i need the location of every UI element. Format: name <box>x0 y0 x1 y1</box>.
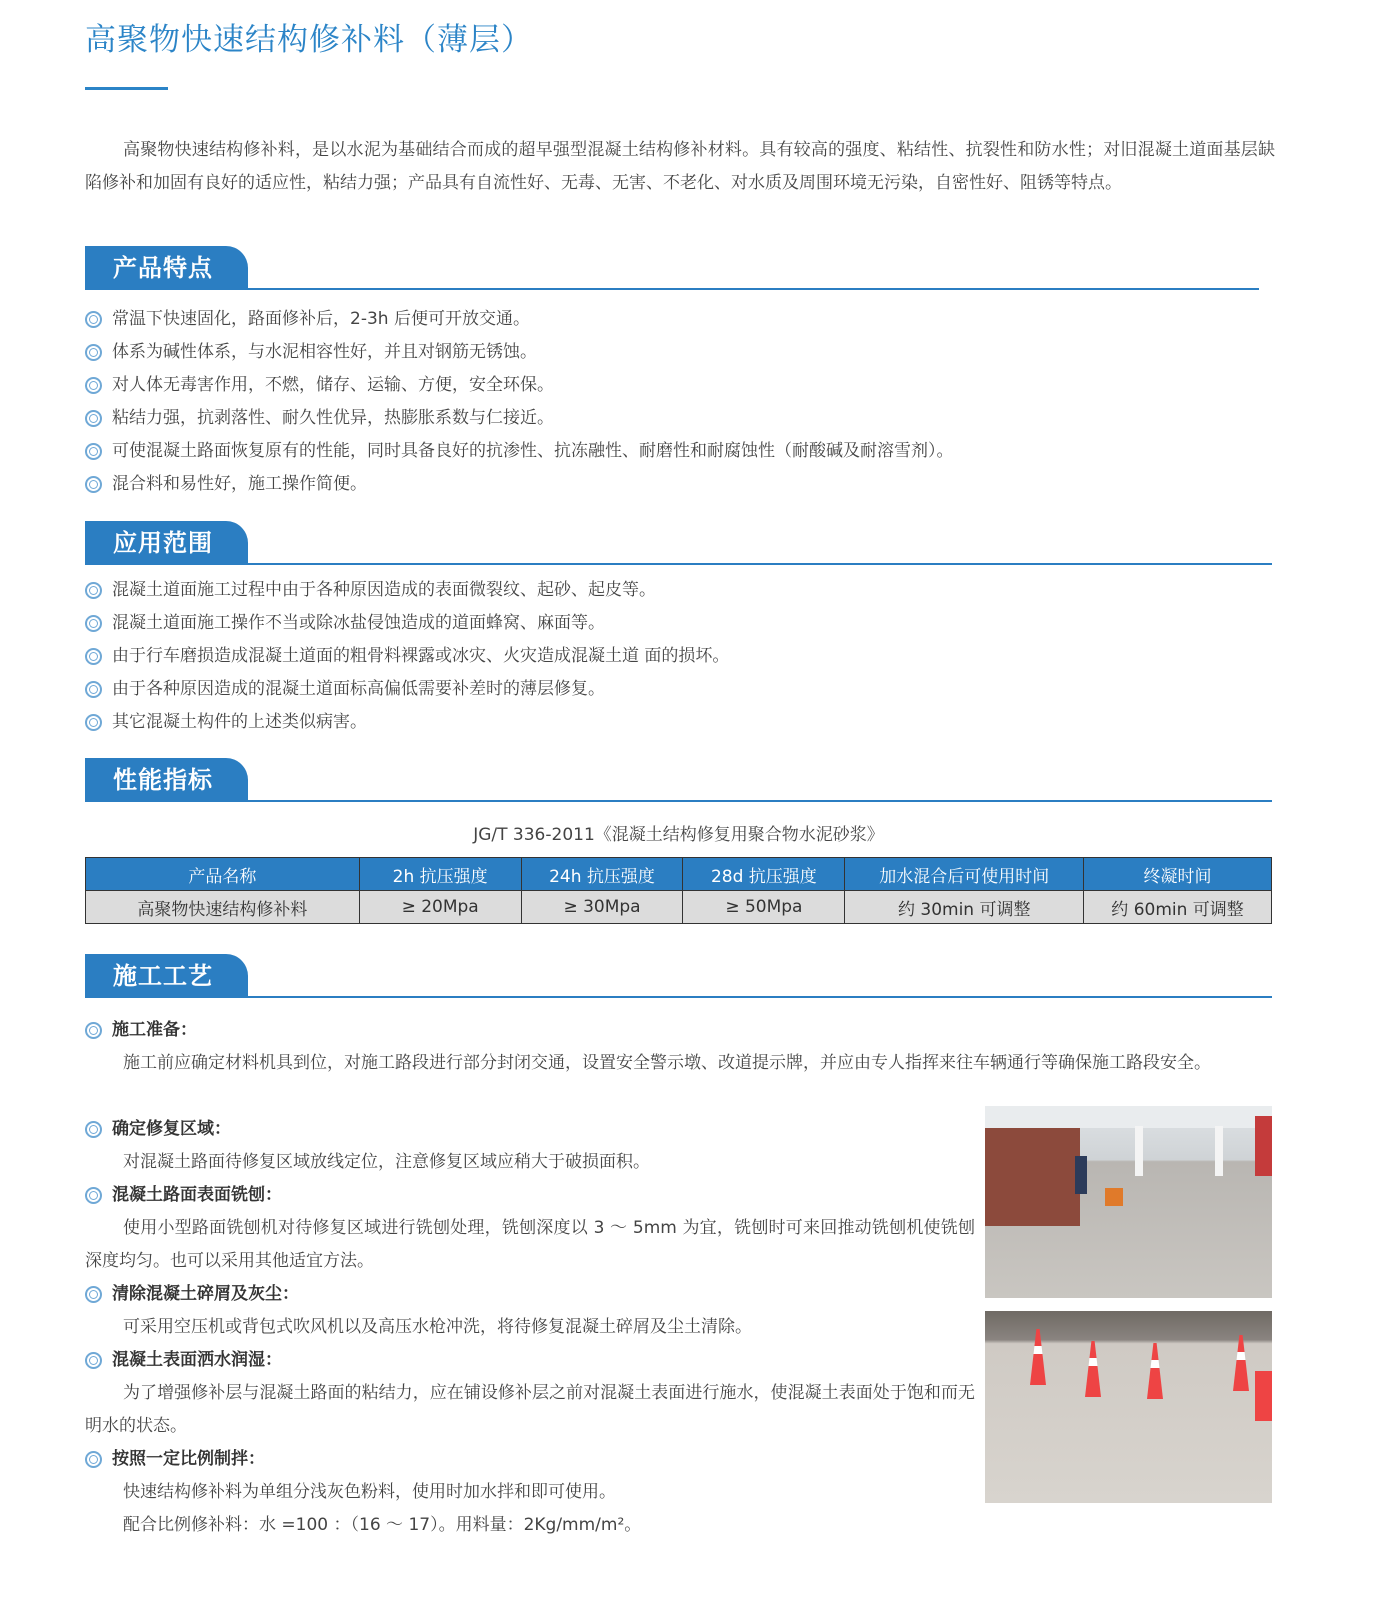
table-caption: JG/T 336-2011《混凝土结构修复用聚合物水泥砂浆》 <box>473 825 884 845</box>
bullet-circle-icon <box>85 1022 102 1039</box>
table-header: 产品名称 <box>86 858 360 891</box>
features-list <box>85 303 954 501</box>
bullet-circle-icon <box>85 1121 102 1138</box>
list-item <box>85 303 954 336</box>
step-title: 按照一定比例制拌： <box>112 1449 265 1469</box>
list-item-text: 对人体无毒害作用，不燃，储存、运输、方便，安全环保。 <box>112 375 554 395</box>
bullet-circle-icon <box>85 476 102 493</box>
list-item-text: 由于各种原因造成的混凝土道面标高偏低需要补差时的薄层修复。 <box>112 679 605 699</box>
step-title: 清除混凝土碎屑及灰尘： <box>112 1284 299 1304</box>
process-step <box>85 1344 975 1443</box>
bullet-circle-icon <box>85 648 102 665</box>
bullet-circle-icon <box>85 377 102 394</box>
table-cell: ≥ 20Mpa <box>359 891 521 924</box>
process-step <box>85 1113 975 1179</box>
list-item <box>85 673 729 706</box>
bullet-circle-icon <box>85 615 102 632</box>
table-header: 28d 抗压强度 <box>683 858 845 891</box>
process-step <box>85 1179 975 1278</box>
step-text: 对混凝土路面待修复区域放线定位，注意修复区域应稍大于破损面积。 <box>123 1152 650 1172</box>
list-item-text: 粘结力强，抗剥落性、耐久性优异，热膨胀系数与仁接近。 <box>112 408 554 428</box>
list-item-text: 其它混凝土构件的上述类似病害。 <box>112 712 367 732</box>
list-item <box>85 640 729 673</box>
performance-table <box>85 857 1272 924</box>
table-header: 24h 抗压强度 <box>521 858 683 891</box>
step-text: 使用小型路面铣刨机对待修复区域进行铣刨处理，铣刨深度以 3 ～ 5mm 为宜，铣刨时可来回推动铣刨机使铣刨深度均匀。也可以采用其他适宜方法。 <box>85 1218 975 1271</box>
list-item-text: 混合料和易性好，施工操作简便。 <box>112 474 367 494</box>
bullet-circle-icon <box>85 714 102 731</box>
section-heading: 性能指标 <box>85 758 248 802</box>
table-header: 加水混合后可使用时间 <box>845 858 1084 891</box>
step-title: 混凝土路面表面铣刨： <box>112 1185 282 1205</box>
bullet-circle-icon <box>85 344 102 361</box>
list-item-text: 混凝土道面施工操作不当或除冰盐侵蚀造成的道面蜂窝、麻面等。 <box>112 613 605 633</box>
step-title: 混凝土表面洒水润湿： <box>112 1350 282 1370</box>
section-scope <box>85 521 1272 565</box>
list-item-text: 由于行车磨损造成混凝土道面的粗骨料裸露或冰灾、火灾造成混凝土道 面的损坏。 <box>112 646 730 666</box>
bullet-circle-icon <box>85 410 102 427</box>
table-header: 终凝时间 <box>1084 858 1272 891</box>
construction-photo-2 <box>985 1311 1272 1503</box>
table-cell: 约 30min 可调整 <box>845 891 1084 924</box>
table-cell: ≥ 30Mpa <box>521 891 683 924</box>
table-cell: ≥ 50Mpa <box>683 891 845 924</box>
step-text: 可采用空压机或背包式吹风机以及高压水枪冲洗，将待修复混凝土碎屑及尘土清除。 <box>123 1317 752 1337</box>
list-item <box>85 574 729 607</box>
table-cell: 高聚物快速结构修补料 <box>86 891 360 924</box>
table-header: 2h 抗压强度 <box>359 858 521 891</box>
list-item-text: 体系为碱性体系，与水泥相容性好，并且对钢筋无锈蚀。 <box>112 342 537 362</box>
bullet-circle-icon <box>85 582 102 599</box>
bullet-circle-icon <box>85 311 102 328</box>
section-heading: 应用范围 <box>85 521 248 565</box>
step-text: 快速结构修补料为单组分浅灰色粉料，使用时加水拌和即可使用。 <box>123 1482 616 1502</box>
bullet-circle-icon <box>85 1187 102 1204</box>
process-step <box>85 1278 975 1344</box>
bullet-circle-icon <box>85 1451 102 1468</box>
list-item <box>85 336 954 369</box>
step-text: 配合比例修补料：水 =100 ：（16 ～ 17）。用料量：2Kg/mm/m²。 <box>123 1515 642 1535</box>
section-heading: 产品特点 <box>85 246 248 290</box>
bullet-circle-icon <box>85 1352 102 1369</box>
list-item-text: 混凝土道面施工过程中由于各种原因造成的表面微裂纹、起砂、起皮等。 <box>112 580 656 600</box>
list-item <box>85 402 954 435</box>
list-item-text: 可使混凝土路面恢复原有的性能，同时具备良好的抗渗性、抗冻融性、耐磨性和耐腐蚀性（耐酸碱及耐溶雪剂）。 <box>112 441 954 461</box>
list-item <box>85 706 729 739</box>
table-row <box>86 891 1272 924</box>
construction-photo-1 <box>985 1106 1272 1298</box>
list-item <box>85 468 954 501</box>
list-item <box>85 435 954 468</box>
step-text: 施工前应确定材料机具到位，对施工路段进行部分封闭交通，设置安全警示墩、改道提示牌，并应由专人指挥来往车辆通行等确保施工路段安全。 <box>123 1053 1211 1073</box>
section-features <box>85 246 1259 290</box>
page-title: 高聚物快速结构修补料（薄层） <box>85 22 533 58</box>
list-item-text: 常温下快速固化，路面修补后，2-3h 后便可开放交通。 <box>112 309 530 329</box>
process-steps <box>85 1113 975 1542</box>
table-cell: 约 60min 可调整 <box>1084 891 1272 924</box>
bullet-circle-icon <box>85 1286 102 1303</box>
step-text: 为了增强修补层与混凝土路面的粘结力，应在铺设修补层之前对混凝土表面进行施水，使混凝土表面处于饱和而无明水的状态。 <box>85 1383 975 1436</box>
section-process <box>85 954 1272 998</box>
process-step <box>85 1014 1275 1080</box>
step-title: 确定修复区域： <box>112 1119 231 1139</box>
table-header-row <box>86 858 1272 891</box>
list-item <box>85 607 729 640</box>
title-underline <box>85 87 168 90</box>
list-item <box>85 369 954 402</box>
bullet-circle-icon <box>85 443 102 460</box>
bullet-circle-icon <box>85 681 102 698</box>
section-heading: 施工工艺 <box>85 954 248 998</box>
process-step <box>85 1443 975 1542</box>
step-title: 施工准备： <box>112 1020 197 1040</box>
intro-paragraph: 高聚物快速结构修补料，是以水泥为基础结合而成的超早强型混凝土结构修补材料。具有较高的强度、粘结性、抗裂性和防水性；对旧混凝土道面基层缺陷修补和加固有良好的适应性，粘结力强；产品具有自流性好、无毒、无害、不老化、对水质及周围环境无污染，自密性好、阻锈等特点。 <box>85 140 1275 193</box>
section-performance <box>85 758 1272 802</box>
scope-list <box>85 574 729 739</box>
